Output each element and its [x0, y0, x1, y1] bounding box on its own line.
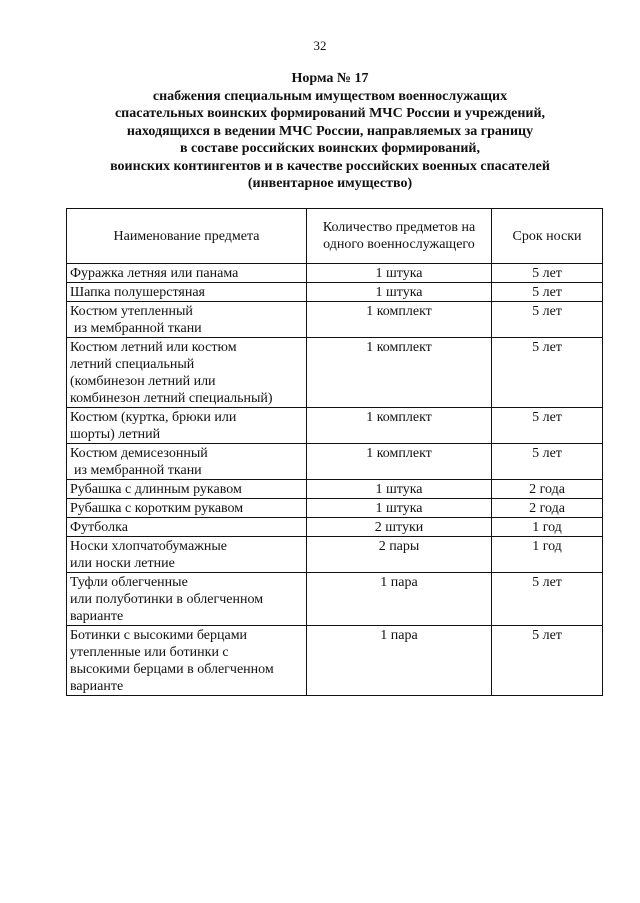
header-line: находящихся в ведении МЧС России, направляемых за границу	[126, 123, 534, 139]
table-row	[67, 264, 603, 283]
item-name-line: Туфли облегченные	[70, 575, 188, 590]
item-name-cell	[67, 302, 307, 338]
quantity-cell: 1 комплект	[307, 444, 492, 480]
quantity-cell: 1 пара	[307, 573, 492, 626]
item-name-line: Носки хлопчатобумажные	[70, 539, 227, 554]
item-name-cell	[67, 626, 307, 696]
item-name-cell	[67, 264, 307, 283]
term-cell: 5 лет	[492, 283, 603, 302]
table-row	[67, 573, 603, 626]
item-name-cell	[67, 408, 307, 444]
item-name-cell	[67, 283, 307, 302]
item-name-line: Футболка	[70, 520, 128, 535]
quantity-cell: 1 пара	[307, 626, 492, 696]
quantity-cell: 1 комплект	[307, 408, 492, 444]
item-name-line: Шапка полушерстяная	[70, 285, 205, 300]
quantity-cell: 1 штука	[307, 480, 492, 499]
term-cell: 5 лет	[492, 408, 603, 444]
item-name-line: или носки летние	[70, 556, 175, 571]
column-header-term: Срок носки	[492, 209, 603, 264]
table-row	[67, 444, 603, 480]
item-name-cell	[67, 480, 307, 499]
item-name-line: (комбинезон летний или	[70, 374, 216, 389]
table-row	[67, 518, 603, 537]
quantity-cell: 1 комплект	[307, 302, 492, 338]
term-cell: 2 года	[492, 499, 603, 518]
item-name-line: Фуражка летняя или панама	[70, 266, 239, 281]
item-name-line: Костюм (куртка, брюки или	[70, 410, 237, 425]
term-cell: 5 лет	[492, 626, 603, 696]
quantity-cell: 2 штуки	[307, 518, 492, 537]
term-cell: 5 лет	[492, 264, 603, 283]
quantity-cell: 1 штука	[307, 283, 492, 302]
header-line: воинских контингентов и в качестве российских военных спасателей	[110, 158, 550, 174]
table-row	[67, 626, 603, 696]
quantity-cell: 1 штука	[307, 499, 492, 518]
column-header-quantity: Количество предметов на одного военнослужащего	[307, 209, 492, 264]
item-name-line: или полуботинки в облегченном	[70, 592, 264, 607]
table-row	[67, 480, 603, 499]
table-row	[67, 537, 603, 573]
item-name-line: Костюм демисезонный	[70, 446, 208, 461]
table-row	[67, 499, 603, 518]
item-name-line: высокими берцами в облегченном	[70, 662, 274, 677]
table-row	[67, 302, 603, 338]
table-row	[67, 283, 603, 302]
header-line: снабжения специальным имуществом военнослужащих	[152, 88, 508, 104]
item-name-line: Рубашка с коротким рукавом	[70, 501, 244, 516]
table-row	[67, 408, 603, 444]
term-cell: 5 лет	[492, 302, 603, 338]
item-name-cell	[67, 338, 307, 408]
item-name-line: летний специальный	[70, 357, 195, 372]
item-name-line: из мембранной ткани	[74, 321, 202, 336]
quantity-cell: 1 комплект	[307, 338, 492, 408]
item-name-line: шорты) летний	[70, 427, 161, 442]
item-name-line: варианте	[70, 679, 124, 694]
term-cell: 1 год	[492, 537, 603, 573]
header-line: в составе российских воинских формирований,	[179, 141, 480, 156]
term-cell: 2 года	[492, 480, 603, 499]
item-name-line: Костюм утепленный	[70, 304, 193, 319]
supply-norm-table	[66, 208, 603, 696]
item-name-line: комбинезон летний специальный)	[70, 391, 273, 406]
term-cell: 5 лет	[492, 338, 603, 408]
header-line: спасательных воинских формирований МЧС России и учреждений,	[114, 106, 546, 121]
supply-norm-table-container	[66, 208, 602, 696]
table-body	[67, 264, 603, 696]
item-name-line: Ботинки с высокими берцами	[70, 628, 248, 643]
quantity-cell: 1 штука	[307, 264, 492, 283]
page-number: 32	[313, 38, 327, 53]
item-name-cell	[67, 537, 307, 573]
item-name-cell	[67, 573, 307, 626]
item-name-cell	[67, 444, 307, 480]
table-header-row	[67, 209, 603, 264]
item-name-cell	[67, 499, 307, 518]
term-cell: 1 год	[492, 518, 603, 537]
item-name-line: варианте	[70, 609, 124, 624]
document-header	[40, 70, 620, 193]
header-line: (инвентарное имущество)	[247, 176, 413, 191]
norm-title: Норма № 17	[291, 71, 369, 86]
term-cell: 5 лет	[492, 444, 603, 480]
item-name-line: из мембранной ткани	[74, 463, 202, 478]
column-header-item: Наименование предмета	[67, 209, 307, 264]
item-name-line: Костюм летний или костюм	[70, 340, 237, 355]
table-row	[67, 338, 603, 408]
item-name-line: утепленные или ботинки с	[70, 645, 229, 660]
item-name-line: Рубашка с длинным рукавом	[70, 482, 242, 497]
item-name-cell	[67, 518, 307, 537]
term-cell: 5 лет	[492, 573, 603, 626]
quantity-cell: 2 пары	[307, 537, 492, 573]
